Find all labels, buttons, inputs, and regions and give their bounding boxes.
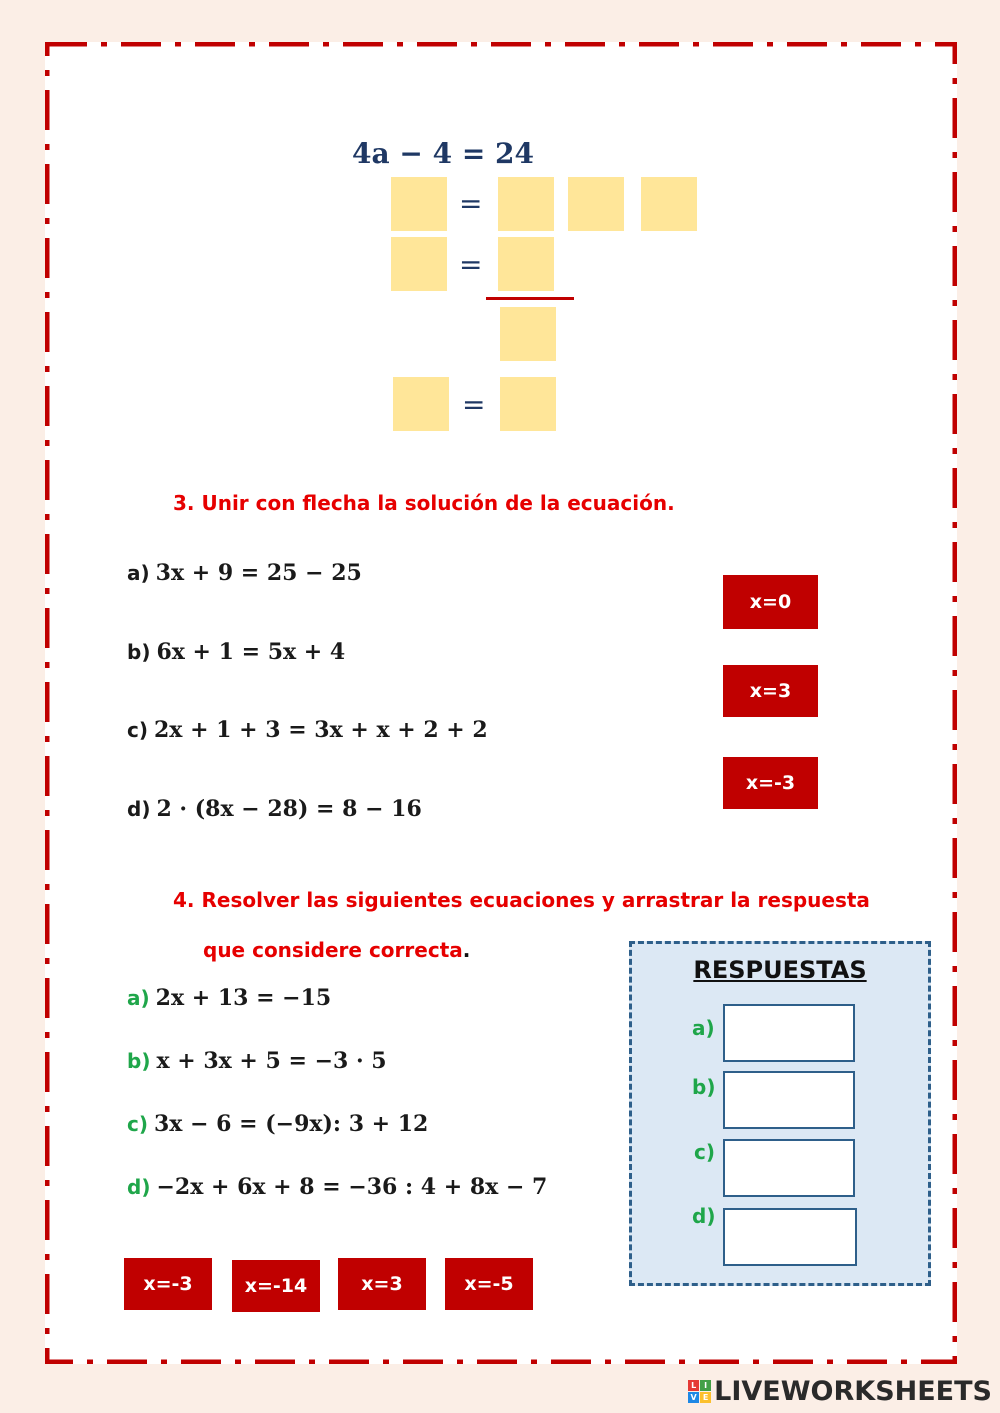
equals-sign: = [459, 187, 483, 220]
heading-dot: . [462, 938, 471, 962]
drop-box[interactable] [568, 177, 624, 231]
item-label: a) [127, 561, 150, 585]
equation-item [127, 796, 422, 822]
equation-title: 4a − 4 = 24 [352, 137, 534, 170]
drop-box[interactable] [641, 177, 697, 231]
brand-text: LIVEWORKSHEETS [714, 1376, 992, 1407]
equation-item [127, 1111, 428, 1137]
drop-box[interactable] [391, 237, 447, 291]
draggable-answer[interactable]: x=-3 [124, 1258, 212, 1310]
liveworksheets-logo-icon [688, 1380, 711, 1403]
answer-drop-box[interactable] [723, 1004, 855, 1062]
item-expression: 2x + 13 = −15 [155, 985, 332, 1011]
answers-panel [629, 941, 931, 1286]
answer-label: b) [692, 1075, 716, 1099]
item-expression: 2x + 1 + 3 = 3x + x + 2 + 2 [154, 717, 488, 743]
item-label: d) [127, 797, 151, 821]
draggable-answer[interactable]: x=3 [338, 1258, 426, 1310]
equation-item [127, 639, 345, 665]
section4-heading: 4. Resolver las siguientes ecuaciones y arrastrar la respuesta [173, 888, 870, 912]
solution-button[interactable]: x=0 [723, 575, 818, 629]
logo-letter: L [688, 1380, 699, 1391]
equation-item [127, 985, 331, 1011]
logo-letter: V [688, 1392, 699, 1403]
item-expression: −2x + 6x + 8 = −36 : 4 + 8x − 7 [156, 1174, 548, 1200]
liveworksheets-brand [688, 1376, 992, 1407]
drop-box[interactable] [393, 377, 449, 431]
draggable-answer[interactable]: x=-5 [445, 1258, 533, 1310]
item-label: c) [127, 718, 148, 742]
fraction-line [486, 297, 574, 300]
item-expression: 6x + 1 = 5x + 4 [156, 639, 346, 665]
item-label: a) [127, 986, 150, 1010]
drop-box[interactable] [500, 377, 556, 431]
equation-item [127, 1174, 547, 1200]
equals-sign: = [459, 248, 483, 281]
answer-label: c) [694, 1140, 715, 1164]
section4-heading-line2 [203, 938, 470, 962]
drop-box[interactable] [500, 307, 556, 361]
answer-drop-box[interactable] [723, 1071, 855, 1129]
solution-button[interactable]: x=-3 [723, 757, 818, 809]
item-label: d) [127, 1175, 151, 1199]
draggable-answer[interactable]: x=-14 [232, 1260, 320, 1312]
solution-button[interactable]: x=3 [723, 665, 818, 717]
answer-drop-box[interactable] [723, 1208, 857, 1266]
item-expression: 2 · (8x − 28) = 8 − 16 [156, 796, 422, 822]
drop-box[interactable] [391, 177, 447, 231]
equation-item [127, 560, 362, 586]
item-label: b) [127, 640, 151, 664]
heading-text: que considere correcta [203, 938, 463, 962]
logo-letter: E [700, 1392, 711, 1403]
answer-label: d) [692, 1204, 716, 1228]
item-expression: 3x − 6 = (−9x): 3 + 12 [154, 1111, 429, 1137]
drop-box[interactable] [498, 237, 554, 291]
item-label: b) [127, 1049, 151, 1073]
equation-item [127, 717, 488, 743]
drop-box[interactable] [498, 177, 554, 231]
answer-drop-box[interactable] [723, 1139, 855, 1197]
answers-title: RESPUESTAS [693, 956, 867, 984]
item-expression: 3x + 9 = 25 − 25 [155, 560, 362, 586]
item-label: c) [127, 1112, 148, 1136]
section3-heading: 3. Unir con flecha la solución de la ecuación. [173, 491, 675, 515]
logo-letter: I [700, 1380, 711, 1391]
answer-label: a) [692, 1016, 715, 1040]
item-expression: x + 3x + 5 = −3 · 5 [156, 1048, 387, 1074]
equation-item [127, 1048, 387, 1074]
equals-sign: = [462, 388, 486, 421]
